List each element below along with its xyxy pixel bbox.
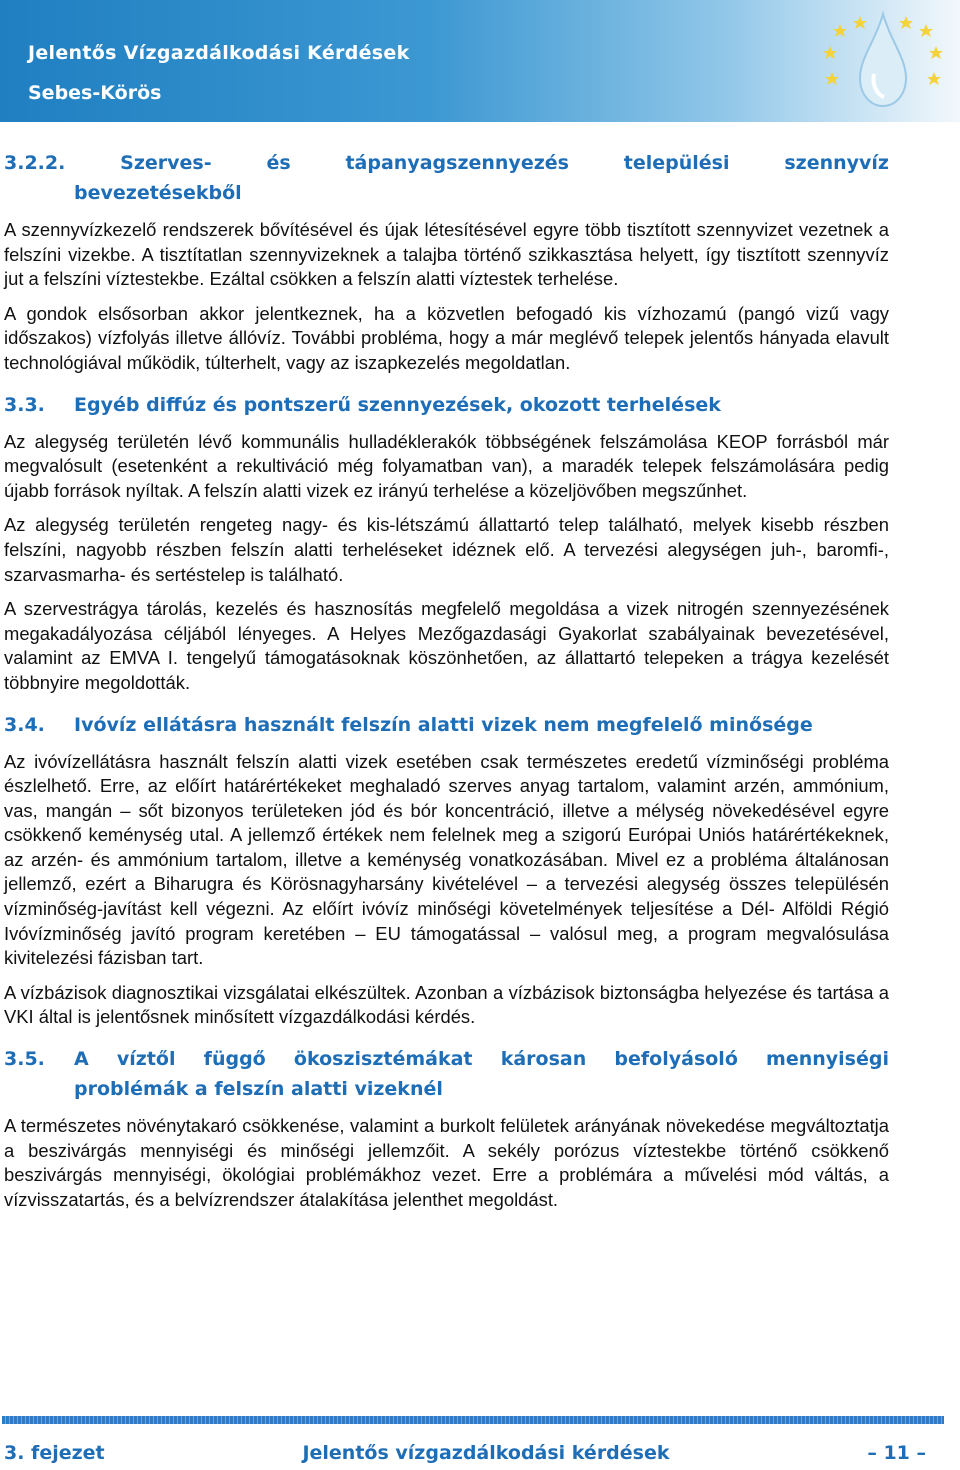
section-heading-3-5 <box>4 1044 889 1104</box>
header-subtitle: Sebes-Körös <box>28 82 162 104</box>
section-title-line2: problémák a felszín alatti vizeknél <box>74 1078 443 1101</box>
footer-page-number: – 11 – <box>867 1442 926 1464</box>
section-title: Egyéb diffúz és pontszerű szennyezések, okozott terhelések <box>74 393 721 416</box>
paragraph: Az ivóvízellátásra használt felszín alatti vizek esetében csak természetes eredetű vízminőségi probléma észlelhető. Erre, az előírt határértékeket meghaladó szerves anyag tartalom, valamint arzén, ammónium, vas, mangán – sőt bizonyos területeken jód és bór koncentráció, illetve a mélység növekedésével egyre csökkenő keménység utal. A jellemző értékek nem felelnek meg a szigorú Európai Uniós határértékeknek, az arzén- és ammónium tartalom, illetve a keménység vonatkozásában. Mivel ez a probléma általánosan jellemző, ezért a Biharugra és Körösnagyharsány kivételével – a tervezési alegység összes településén vízminőség-javítást kell végezni. Az előírt ivóvíz minőségi követelmények teljesítése a Dél- Alföldi Régió Ivóvízminőség javító program keretében – EU támogatással – valósul meg, a program megvalósulása kivitelezési fázisban tart. <box>4 750 889 969</box>
paragraph: A gondok elsősorban akkor jelentkeznek, ha a közvetlen befogadó kis vízhozamú (pangó vizű vagy időszakos) vízfolyás illetve állóvíz. További probléma, hogy a már meglévő telepek jelentős hányada elavult technológiával működik, túlterhelt, vagy az iszapkezelés megoldatlan. <box>4 302 889 373</box>
section-heading-3-4 <box>4 710 889 740</box>
section-number: 3.2.2. <box>4 152 66 174</box>
paragraph: A vízbázisok diagnosztikai vizsgálatai elkészültek. Azonban a vízbázisok biztonságba helyezése és tartása a VKI által is jelentősnek minősített vízgazdálkodási kérdés. <box>4 981 889 1028</box>
section-heading-3-3 <box>4 390 889 420</box>
header-title: Jelentős Vízgazdálkodási Kérdések <box>28 42 410 64</box>
footer-title: Jelentős vízgazdálkodási kérdések <box>302 1442 670 1464</box>
document-body <box>4 148 889 1212</box>
water-drop-eu-logo-icon <box>808 2 958 120</box>
footer-divider <box>2 1416 944 1424</box>
paragraph: A szervestrágya tárolás, kezelés és hasznosítás megfelelő megoldása a vizek nitrogén szennyezésének megakadályozása céljából lényeges. A Helyes Mezőgazdasági Gyakorlat szabályainak bevezetésével, valamint az EMVA I. tengelyű támogatásoknak köszönhetően, az állattartó telepeken a trágya kezelését többnyire megoldották. <box>4 598 889 693</box>
page-footer <box>4 1442 926 1464</box>
section-number: 3.3. <box>4 393 45 416</box>
section-title-line2: bevezetésekből <box>74 182 242 204</box>
paragraph: Az alegység területén lévő kommunális hulladéklerakók többségének felszámolása KEOP forrásból már megvalósult (esetenként a rekultiváció még folyamatban van), a maradék telepek felszámolására pedig újabb források nyíltak. A felszín alatti vizek ez irányú terhelése a közeljövőben megszűnhet. <box>4 430 889 501</box>
section-title-line1: Szerves- és tápanyagszennyezés települési szennyvíz <box>120 152 889 174</box>
section-heading-3-2-2 <box>4 148 889 208</box>
section-number: 3.4. <box>4 713 45 736</box>
page-header <box>0 0 960 122</box>
footer-chapter: 3. fejezet <box>4 1442 105 1464</box>
paragraph: A természetes növénytakaró csökkenése, valamint a burkolt felületek arányának növekedése megváltoztatja a beszivárgás mennyiségi és minőségi jellemzőit. A sekély porózus víztestekbe történő csökkenő beszivárgás mennyiségi, ökológiai problémákhoz vezet. Erre a problémára a művelési mód váltás, a vízvisszatartás, és a belvízrendszer átalakítása jelenthet megoldást. <box>4 1115 889 1210</box>
paragraph: Az alegység területén rengeteg nagy- és kis-létszámú állattartó telep található, melyek kisebb részben felszíni, nagyobb részben felszín alatti terheléseket idéznek elő. A tervezési alegységen juh-, baromfi-, szarvasmarha- és sertéstelep is található. <box>4 514 889 585</box>
section-title: Ivóvíz ellátásra használt felszín alatti vizek nem megfelelő minősége <box>74 713 813 736</box>
section-number: 3.5. <box>4 1048 45 1071</box>
section-title-line1: A víztől függő ökoszisztémákat károsan befolyásoló mennyiségi <box>74 1048 889 1071</box>
paragraph: A szennyvízkezelő rendszerek bővítésével és újak létesítésével egyre több tisztított szennyvizet vezetnek a felszíni vizekbe. A tisztítatlan szennyvizeknek a talajba történő szikkasztása helyett, így tisztított szennyvíz jut a felszíni víztestekbe. Ezáltal csökken a felszín alatti víztestek terhelése. <box>4 219 889 290</box>
